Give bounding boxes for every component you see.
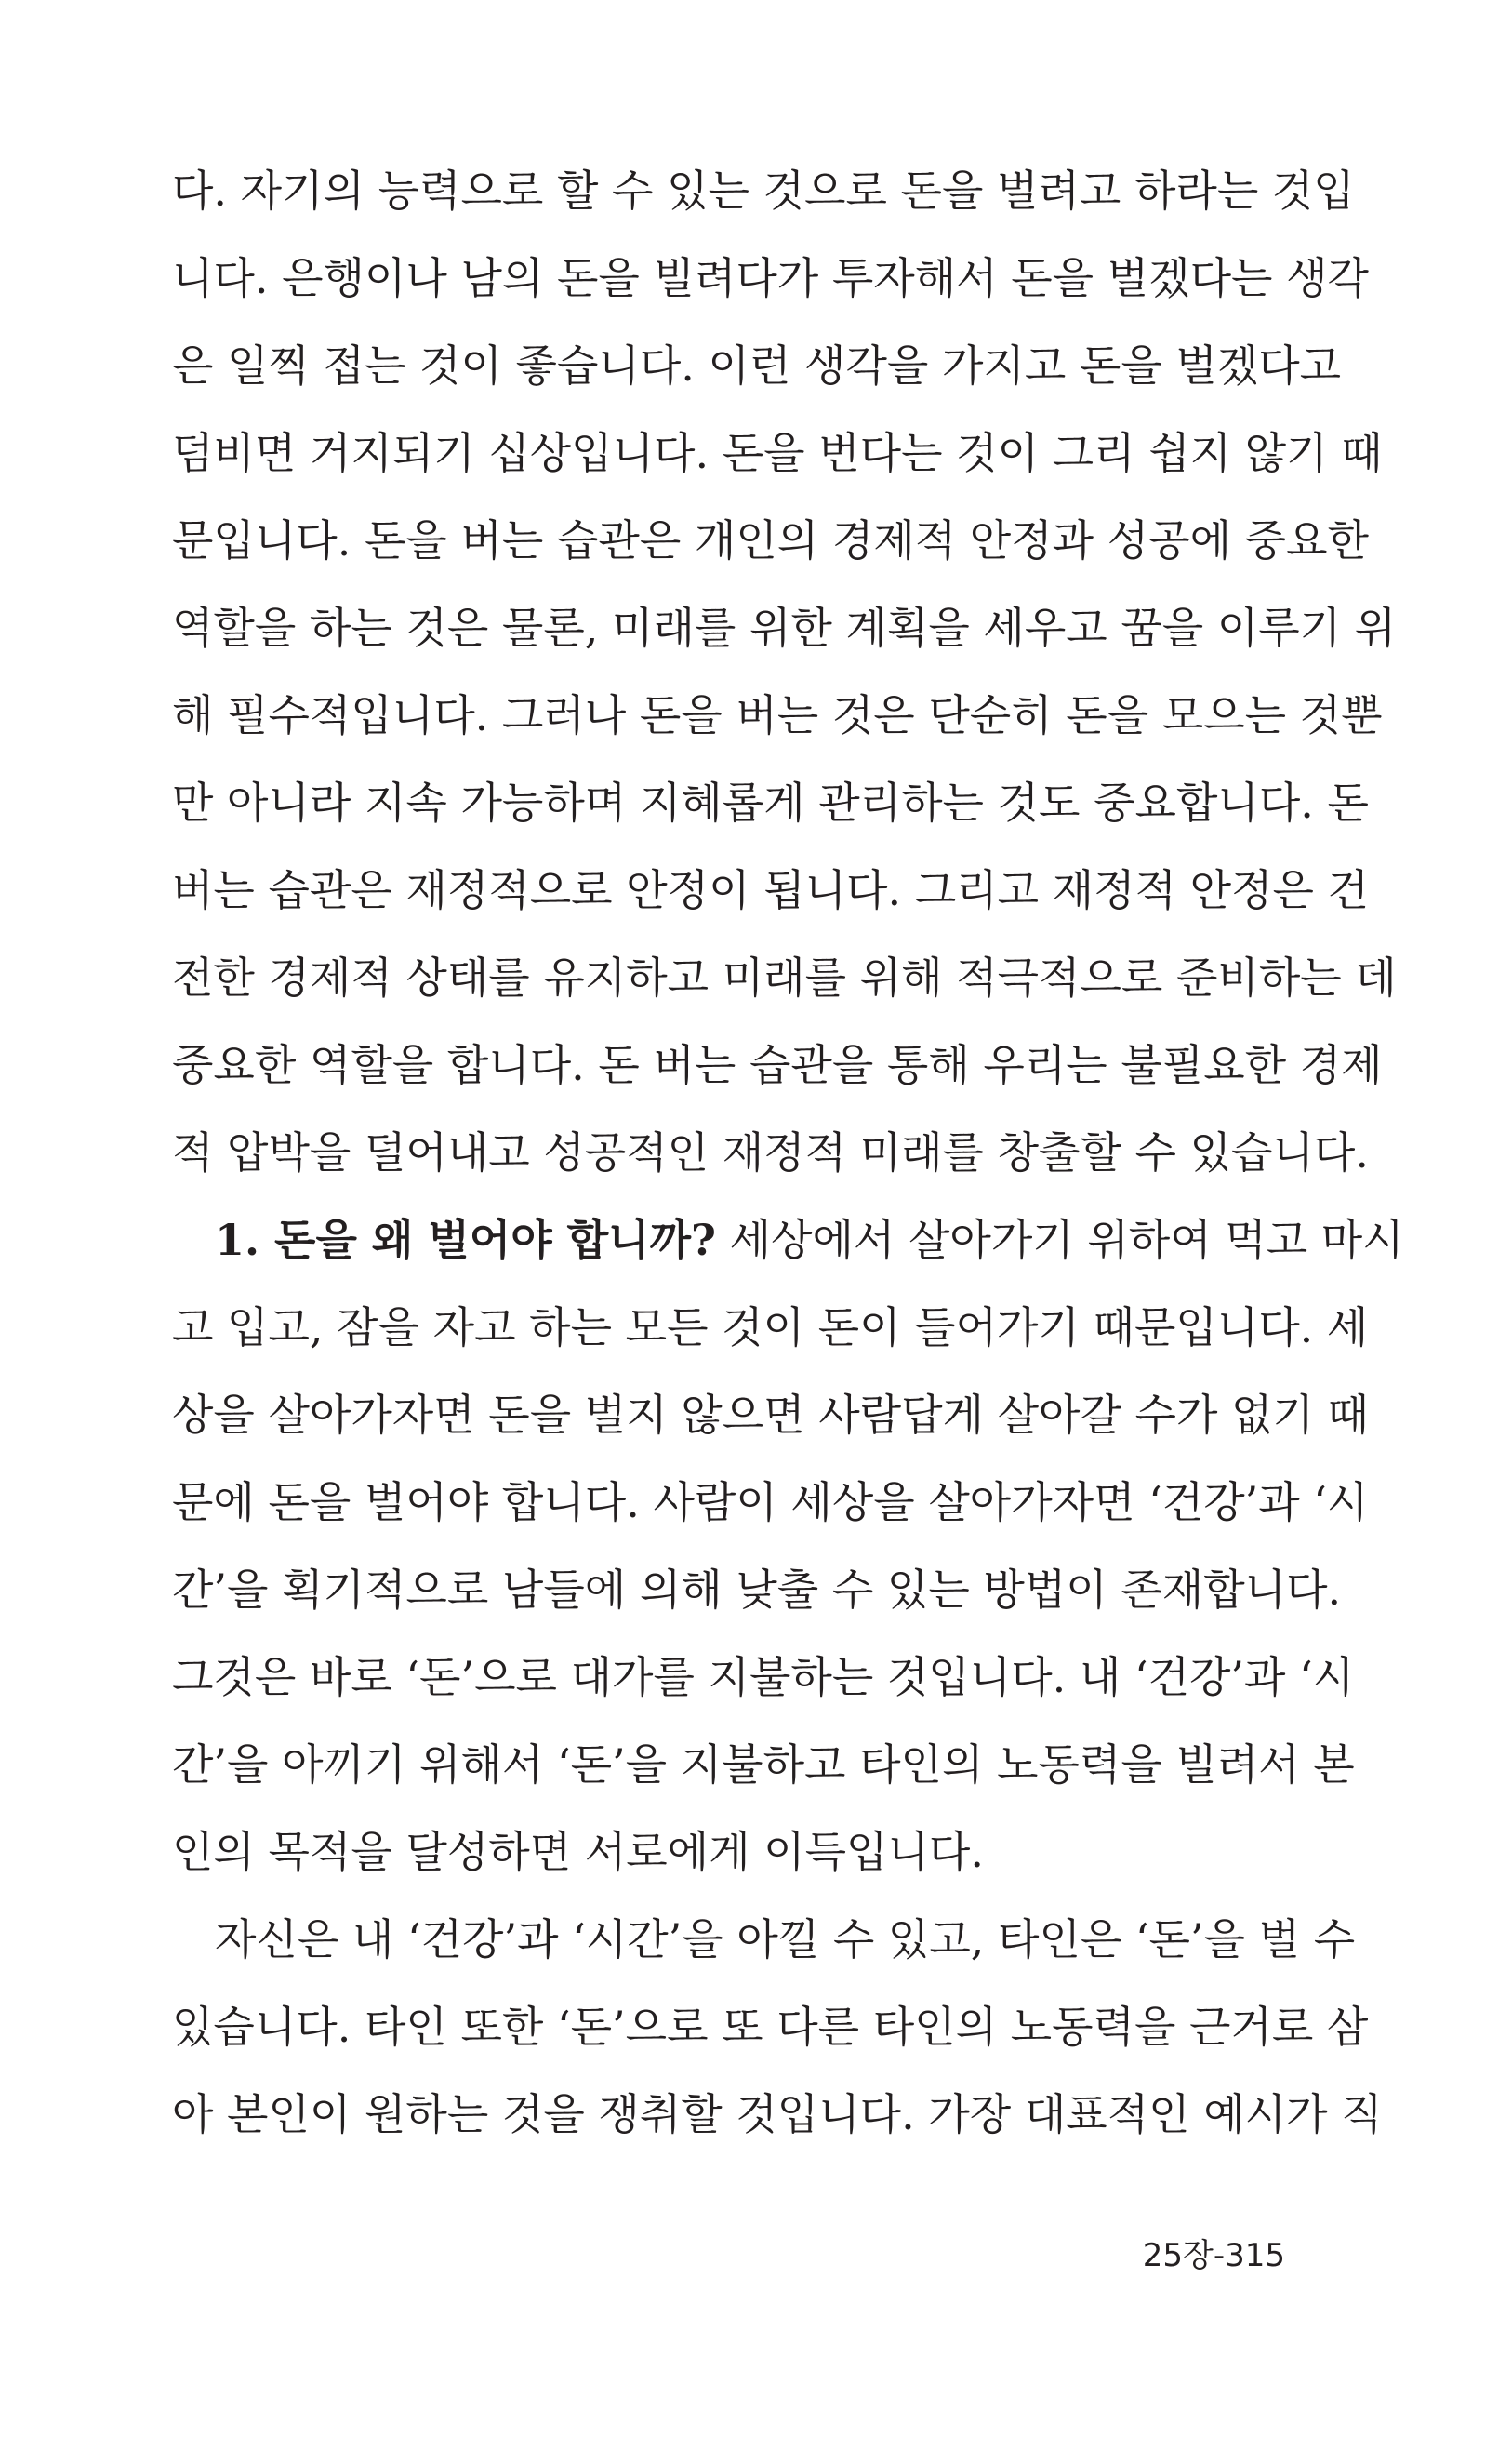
text-line: 적 압박을 덜어내고 성공적인 재정적 미래를 창출할 수 있습니다. bbox=[172, 1127, 1369, 1178]
text-line: 역할을 하는 것은 물론, 미래를 위한 계획을 세우고 꿈을 이루기 위 bbox=[172, 603, 1397, 653]
text-line: 그것은 바로 ‘돈’으로 대가를 지불하는 것입니다. 내 ‘건강’과 ‘시 bbox=[172, 1652, 1355, 1702]
text-line: 있습니다. 타인 또한 ‘돈’으로 또 다른 타인의 노동력을 근거로 삼 bbox=[172, 2002, 1369, 2052]
text-line: 니다. 은행이나 남의 돈을 빌려다가 투자해서 돈을 벌겠다는 생각 bbox=[172, 253, 1369, 303]
paragraph-2 bbox=[172, 1196, 1404, 1896]
section-first-line bbox=[172, 1196, 1404, 1284]
body-text bbox=[172, 147, 1404, 2158]
text-line: 만 아니라 지속 가능하며 지혜롭게 관리하는 것도 중요합니다. 돈 bbox=[172, 778, 1369, 828]
text-line: 간’을 아끼기 위해서 ‘돈’을 지불하고 타인의 노동력을 빌려서 본 bbox=[172, 1739, 1355, 1790]
section-heading: 1. 돈을 왜 벌어야 합니까? bbox=[215, 1215, 716, 1265]
text-line: 자신은 내 ‘건강’과 ‘시간’을 아낄 수 있고, 타인은 ‘돈’을 벌 수 bbox=[215, 1914, 1356, 1965]
text-line: 다. 자기의 능력으로 할 수 있는 것으로 돈을 벌려고 하라는 것입 bbox=[172, 166, 1355, 216]
paragraph-1 bbox=[172, 147, 1397, 1196]
paragraph-3 bbox=[172, 1896, 1383, 2158]
text-line: 전한 경제적 상태를 유지하고 미래를 위해 적극적으로 준비하는 데 bbox=[172, 952, 1397, 1003]
text-line: 상을 살아가자면 돈을 벌지 않으면 사람답게 살아갈 수가 없기 때 bbox=[172, 1390, 1369, 1440]
text-line: 은 일찍 접는 것이 좋습니다. 이런 생각을 가지고 돈을 벌겠다고 bbox=[172, 340, 1342, 391]
page-number: 25장-315 bbox=[1142, 2237, 1285, 2274]
text-line: 고 입고, 잠을 자고 하는 모든 것이 돈이 들어가기 때문입니다. 세 bbox=[172, 1302, 1369, 1352]
text-line: 해 필수적입니다. 그러나 돈을 버는 것은 단순히 돈을 모으는 것뿐 bbox=[172, 690, 1383, 740]
text-line: 문에 돈을 벌어야 합니다. 사람이 세상을 살아가자면 ‘건강’과 ‘시 bbox=[172, 1477, 1369, 1527]
text-line: 중요한 역할을 합니다. 돈 버는 습관을 통해 우리는 불필요한 경제 bbox=[172, 1040, 1383, 1090]
text-line: 버는 습관은 재정적으로 안정이 됩니다. 그리고 재정적 안정은 건 bbox=[172, 865, 1369, 915]
text-line: 문입니다. 돈을 버는 습관은 개인의 경제적 안정과 성공에 중요한 bbox=[172, 515, 1369, 566]
text-line: 아 본인이 원하는 것을 쟁취할 것입니다. 가장 대표적인 예시가 직 bbox=[172, 2089, 1383, 2139]
text-line: 덤비면 거지되기 십상입니다. 돈을 번다는 것이 그리 쉽지 않기 때 bbox=[172, 428, 1383, 478]
section-first-line-rest: 세상에서 살아가기 위하여 먹고 마시 bbox=[715, 1215, 1404, 1265]
text-line: 간’을 획기적으로 남들에 의해 낮출 수 있는 방법이 존재합니다. bbox=[172, 1565, 1342, 1615]
text-line: 인의 목적을 달성하면 서로에게 이득입니다. bbox=[172, 1827, 984, 1877]
